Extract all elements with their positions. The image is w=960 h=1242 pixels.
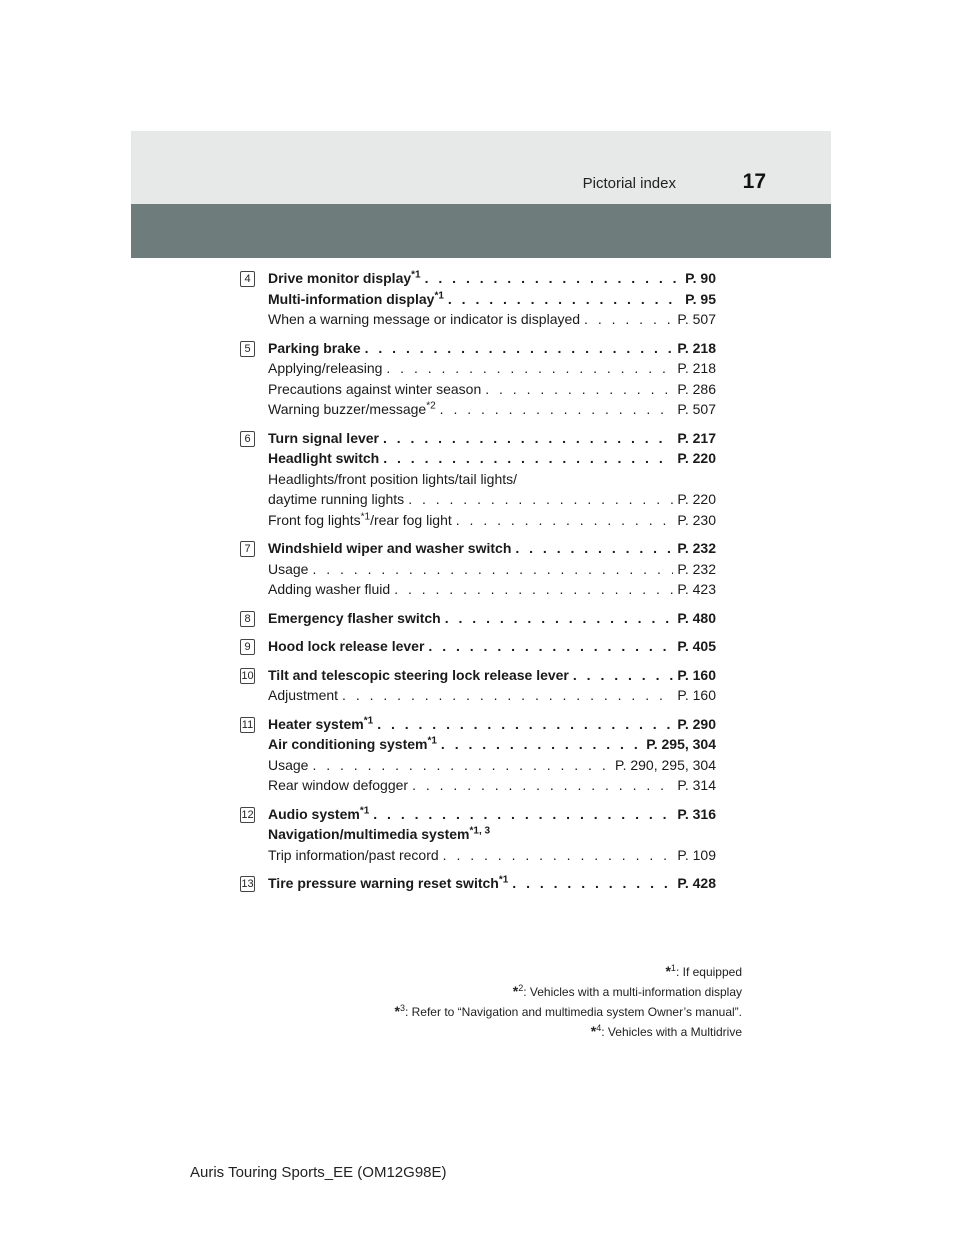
entry-label xyxy=(268,538,511,559)
callout-number-badge: 7 xyxy=(240,541,255,557)
entry-label xyxy=(268,845,439,866)
footnote-mark: 4 xyxy=(596,1023,602,1033)
dot-leader xyxy=(425,268,682,289)
page-reference[interactable]: P. 90 xyxy=(685,270,716,286)
index-entries xyxy=(240,268,716,902)
dot-leader xyxy=(485,379,673,400)
footnote-reference: *1 xyxy=(434,289,444,301)
entry-label xyxy=(268,428,379,449)
footnote xyxy=(300,1000,742,1020)
index-entry[interactable] xyxy=(268,824,716,845)
entry-label-text: Parking brake xyxy=(268,339,361,356)
page-reference[interactable]: P. 290, 295, 304 xyxy=(615,756,716,773)
index-entry[interactable] xyxy=(268,636,716,657)
index-entry[interactable] xyxy=(268,538,716,559)
entry-label xyxy=(268,636,424,657)
footnote-text: : Vehicles with a multi-information display xyxy=(523,985,742,999)
footnote-text: : Vehicles with a Multidrive xyxy=(601,1025,742,1039)
index-entry[interactable] xyxy=(268,873,716,894)
entry-label xyxy=(268,469,517,490)
dot-leader xyxy=(584,309,673,330)
dot-leader xyxy=(412,775,673,796)
footnote-reference: *1 xyxy=(363,714,374,726)
entry-label-text: Tire pressure warning reset switch xyxy=(268,875,499,891)
entry-label-text: Trip information/past record xyxy=(268,846,439,863)
entry-label xyxy=(268,559,308,580)
entry-label xyxy=(268,379,481,400)
dot-leader xyxy=(377,714,673,735)
index-subentry[interactable] xyxy=(268,775,716,796)
index-subentry[interactable] xyxy=(268,845,716,866)
dot-leader xyxy=(512,873,673,894)
entry-label xyxy=(268,804,369,825)
page-reference[interactable]: P. 405 xyxy=(677,638,716,654)
entry-label xyxy=(268,289,444,310)
dot-leader xyxy=(408,489,673,510)
page-reference[interactable]: P. 217 xyxy=(677,429,716,446)
asterisk-icon: * xyxy=(665,963,671,979)
entry-label xyxy=(268,448,379,469)
manual-model-footer: Auris Touring Sports_EE (OM12G98E) xyxy=(190,1164,447,1181)
index-group xyxy=(240,338,716,420)
footnote-reference: *1 xyxy=(360,510,371,522)
entry-label xyxy=(268,734,437,755)
index-entry[interactable] xyxy=(268,289,716,310)
entry-label-text: Windshield wiper and washer switch xyxy=(268,540,512,556)
dot-leader xyxy=(365,338,674,359)
dot-leader xyxy=(445,608,674,629)
entry-label xyxy=(268,510,452,531)
index-group xyxy=(240,636,716,657)
entry-label-suffix: /rear fog light xyxy=(370,511,452,528)
entry-label-text: When a warning message or indicator is displayed xyxy=(268,311,581,327)
footnote-text: : If equipped xyxy=(675,965,742,979)
footnote-mark: 2 xyxy=(518,983,524,993)
page-reference[interactable]: P. 95 xyxy=(685,290,716,307)
entry-label xyxy=(268,665,569,686)
entry-label xyxy=(268,685,338,706)
page-reference[interactable]: P. 507 xyxy=(677,401,716,417)
callout-number-badge: 13 xyxy=(241,878,254,890)
dot-leader xyxy=(383,428,673,449)
index-group xyxy=(240,714,716,796)
index-subentry[interactable] xyxy=(268,510,716,531)
dot-leader xyxy=(428,636,673,657)
page-reference[interactable]: P. 507 xyxy=(677,311,716,327)
entry-label xyxy=(268,399,436,420)
entry-label-text: Turn signal lever xyxy=(268,429,379,446)
page-reference[interactable]: P. 480 xyxy=(677,609,716,626)
entry-label xyxy=(268,873,508,894)
dot-leader xyxy=(312,559,673,580)
page-reference[interactable]: P. 423 xyxy=(677,581,716,597)
footnote-reference: *1 xyxy=(411,269,421,281)
page-reference[interactable]: P. 286 xyxy=(677,380,716,397)
index-group xyxy=(240,665,716,706)
entry-label xyxy=(268,309,580,330)
footnote-reference: *2 xyxy=(426,400,436,412)
footnote-reference: *1 xyxy=(359,804,370,816)
dot-leader xyxy=(448,289,681,310)
page-reference[interactable]: P. 218 xyxy=(677,339,716,356)
entry-label xyxy=(268,579,390,600)
entry-label-text: Heater system xyxy=(268,715,364,732)
page-reference[interactable]: P. 428 xyxy=(677,875,716,891)
index-subentry[interactable] xyxy=(268,469,716,490)
entry-label xyxy=(268,268,421,289)
dot-leader xyxy=(342,685,673,706)
page-number: 17 xyxy=(742,170,766,193)
entry-label xyxy=(268,608,441,629)
entry-label-text: Headlight switch xyxy=(268,450,380,466)
callout-number-badge: 5 xyxy=(240,341,255,357)
dot-leader xyxy=(373,804,673,825)
section-title: Pictorial index xyxy=(582,175,676,192)
index-entry[interactable] xyxy=(268,338,716,359)
page-reference[interactable]: P. 220 xyxy=(677,450,716,466)
entry-label-text: daytime running lights xyxy=(268,491,405,507)
entry-label-text: Air conditioning system xyxy=(268,736,428,752)
index-subentry[interactable] xyxy=(268,399,716,420)
entry-label-text: Hood lock release lever xyxy=(268,638,425,654)
dot-leader xyxy=(440,399,674,420)
index-group xyxy=(240,428,716,531)
index-subentry[interactable] xyxy=(268,309,716,330)
dot-leader xyxy=(312,755,611,776)
page-reference[interactable]: P. 218 xyxy=(677,360,716,376)
page-reference[interactable]: P. 290 xyxy=(677,715,716,732)
asterisk-icon: * xyxy=(394,1003,400,1019)
entry-label-text: Usage xyxy=(268,756,309,773)
entry-label-text: Adding washer fluid xyxy=(268,581,391,597)
entry-label-text: Usage xyxy=(268,560,309,577)
entry-label-text: Front fog lights xyxy=(268,511,361,528)
index-group xyxy=(240,873,716,894)
dot-leader xyxy=(515,538,673,559)
dot-leader xyxy=(573,665,673,686)
index-entry[interactable] xyxy=(268,608,716,629)
footnote-text: : Refer to “Navigation and multimedia system Owner’s manual”. xyxy=(404,1005,742,1019)
index-subentry[interactable] xyxy=(268,489,716,510)
entry-label-text: Rear window defogger xyxy=(268,777,409,793)
callout-number-badge: 11 xyxy=(241,718,254,731)
index-group xyxy=(240,608,716,629)
dot-leader xyxy=(443,845,674,866)
page-reference[interactable]: P. 295, 304 xyxy=(646,736,716,752)
dot-leader xyxy=(383,448,673,469)
entry-label-text: Audio system xyxy=(268,805,360,822)
footnote xyxy=(300,1020,742,1040)
dot-leader xyxy=(394,579,673,600)
page-reference[interactable]: P. 230 xyxy=(677,511,716,528)
index-subentry[interactable] xyxy=(268,755,716,776)
entry-label xyxy=(268,358,382,379)
entry-label-text: Precautions against winter season xyxy=(268,380,482,397)
page-reference[interactable]: P. 160 xyxy=(677,687,716,703)
page-reference[interactable]: P. 316 xyxy=(677,805,716,822)
callout-number-badge: 4 xyxy=(240,271,255,287)
index-group xyxy=(240,804,716,866)
index-entry[interactable] xyxy=(268,428,716,449)
index-subentry[interactable] xyxy=(268,358,716,379)
page-reference[interactable]: P. 232 xyxy=(677,560,716,577)
callout-number-badge: 10 xyxy=(241,669,254,682)
footnote xyxy=(300,960,742,980)
index-subentry[interactable] xyxy=(268,559,716,580)
entry-label-text: Warning buzzer/message xyxy=(268,401,427,417)
entry-label xyxy=(268,338,361,359)
dot-leader xyxy=(441,734,642,755)
page-reference[interactable]: P. 314 xyxy=(677,777,716,793)
entry-label-text: Adjustment xyxy=(268,687,339,703)
footnote-reference: *1 xyxy=(427,735,437,747)
page-reference[interactable]: P. 220 xyxy=(677,491,716,507)
index-group xyxy=(240,268,716,330)
footnote-mark: 3 xyxy=(399,1003,405,1013)
entry-label-text: Applying/releasing xyxy=(268,360,383,376)
footnote-reference: *1, 3 xyxy=(469,825,491,837)
index-entry[interactable] xyxy=(268,268,716,289)
footnote xyxy=(300,980,742,1000)
dot-leader xyxy=(456,510,674,531)
entry-label-text: Tilt and telescopic steering lock release lever xyxy=(268,666,569,683)
entry-label xyxy=(268,489,404,510)
index-subentry[interactable] xyxy=(268,579,716,600)
index-entry[interactable] xyxy=(268,714,716,735)
footnote-reference: *1 xyxy=(498,874,509,886)
entry-label-text: Multi-information display xyxy=(268,290,435,307)
callout-number-badge: 8 xyxy=(240,611,255,627)
callout-number-badge: 12 xyxy=(241,808,254,821)
index-subentry[interactable] xyxy=(268,379,716,400)
entry-label xyxy=(268,775,408,796)
callout-number-badge: 6 xyxy=(240,431,255,447)
entry-label-text: Navigation/multimedia system xyxy=(268,826,470,842)
dot-leader xyxy=(386,358,673,379)
index-subentry[interactable] xyxy=(268,685,716,706)
footnote-mark: 1 xyxy=(670,963,676,973)
entry-label-text: Headlights/front position lights/tail lights/ xyxy=(268,470,518,487)
asterisk-icon: * xyxy=(512,983,519,999)
header-bar xyxy=(131,204,831,258)
entry-label xyxy=(268,714,373,735)
index-entry[interactable] xyxy=(268,734,716,755)
callout-number-badge: 9 xyxy=(240,639,255,655)
index-entry[interactable] xyxy=(268,448,716,469)
entry-label xyxy=(268,755,308,776)
page-reference[interactable]: P. 109 xyxy=(677,846,716,863)
asterisk-icon: * xyxy=(590,1023,597,1039)
entry-label xyxy=(268,824,490,845)
index-entry[interactable] xyxy=(268,804,716,825)
page-reference[interactable]: P. 232 xyxy=(677,540,716,556)
entry-label-text: Drive monitor display xyxy=(268,270,412,286)
index-entry[interactable] xyxy=(268,665,716,686)
index-group xyxy=(240,538,716,600)
entry-label-text: Emergency flasher switch xyxy=(268,609,441,626)
page-reference[interactable]: P. 160 xyxy=(677,666,716,683)
footnotes xyxy=(300,960,742,1040)
